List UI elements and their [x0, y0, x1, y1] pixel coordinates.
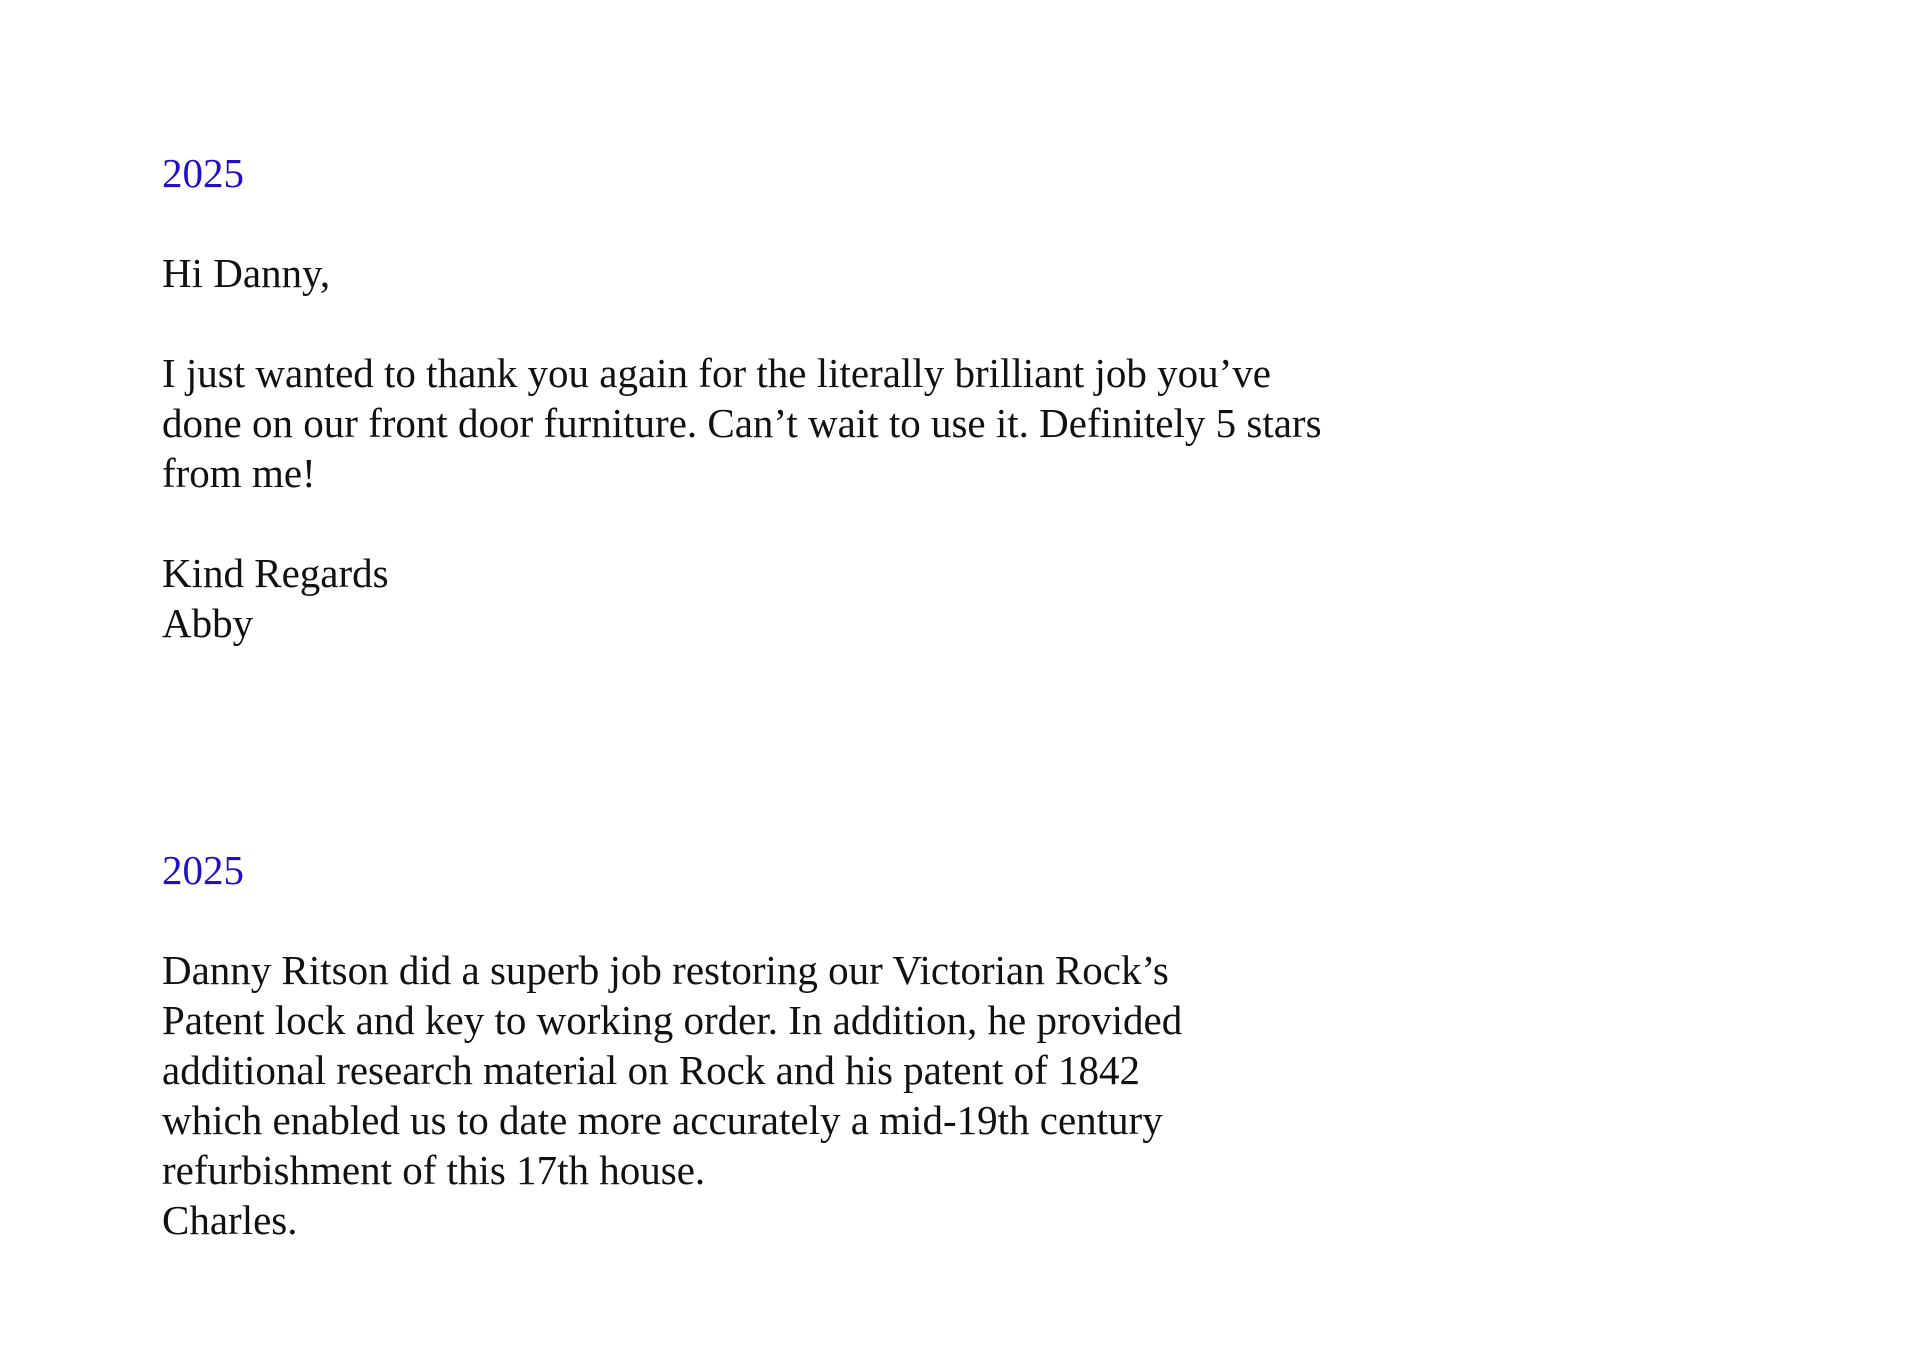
body-line: from me!	[162, 450, 316, 496]
testimonial-year: 2025	[162, 150, 244, 196]
signature: Charles.	[162, 1197, 298, 1243]
greeting: Hi Danny,	[162, 250, 331, 296]
testimonial-year: 2025	[162, 847, 244, 893]
testimonial-charles	[162, 845, 1182, 1245]
signature: Abby	[162, 600, 254, 646]
body-line: which enabled us to date more accurately a mid-19th century	[162, 1097, 1163, 1143]
closing: Kind Regards	[162, 550, 389, 596]
body-line: done on our front door furniture. Can’t wait to use it. Definitely 5 stars	[162, 400, 1322, 446]
testimonial-abby	[162, 148, 1322, 648]
body-line: additional research material on Rock and his patent of 1842	[162, 1047, 1140, 1093]
body-line: Patent lock and key to working order. In addition, he provided	[162, 997, 1183, 1043]
body-line: Danny Ritson did a superb job restoring our Victorian Rock’s	[162, 947, 1169, 993]
body-line: I just wanted to thank you again for the literally brilliant job you’ve	[162, 350, 1272, 396]
body-line: refurbishment of this 17th house.	[162, 1147, 706, 1193]
